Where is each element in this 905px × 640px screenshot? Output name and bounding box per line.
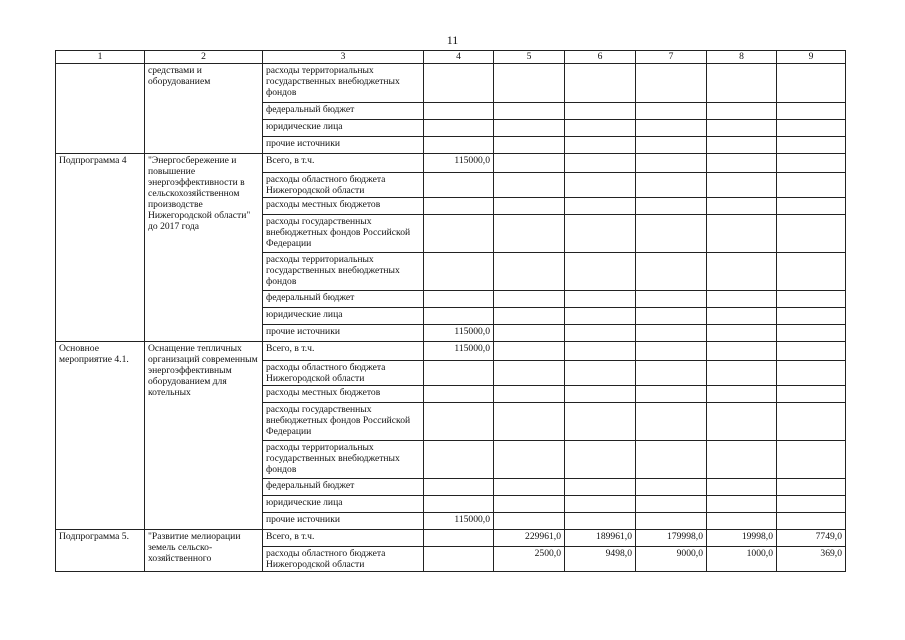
program-name: "Развитие мелиорации земель сельско-хозяйственного [145,530,263,572]
amount-cell-col-5 [494,253,565,291]
amount-cell-col-9 [777,386,846,403]
amount-cell-col-5 [494,403,565,441]
amount-cell-col-9 [777,103,846,120]
amount-cell-col-7 [636,342,707,361]
funding-source: юридические лица [263,120,424,137]
funding-source: расходы территориальных государственных внебюджетных фондов [263,253,424,291]
amount-cell-col-5 [494,308,565,325]
amount-cell-col-6 [565,154,636,173]
amount-cell-col-9: 7749,0 [777,530,846,547]
amount-cell-col-4 [424,479,494,496]
amount-cell-col-6 [565,403,636,441]
amount-cell-col-5 [494,291,565,308]
column-header-5: 5 [494,51,565,64]
amount-cell-col-5 [494,198,565,215]
funding-source: расходы местных бюджетов [263,198,424,215]
amount-cell-col-5 [494,441,565,479]
amount-cell-col-8 [707,198,777,215]
amount-cell-col-8: 19998,0 [707,530,777,547]
amount-cell-col-7 [636,496,707,513]
amount-cell-col-6 [565,513,636,530]
amount-cell-col-5 [494,479,565,496]
column-header-4: 4 [424,51,494,64]
column-header-8: 8 [707,51,777,64]
amount-cell-col-4 [424,441,494,479]
amount-cell-col-8: 1000,0 [707,547,777,572]
amount-cell-col-7 [636,154,707,173]
amount-cell-col-4 [424,308,494,325]
amount-cell-col-5 [494,103,565,120]
amount-cell-col-7 [636,198,707,215]
amount-cell-col-4 [424,103,494,120]
amount-cell-col-8 [707,103,777,120]
funding-source: расходы государственных внебюджетных фондов Российской Федерации [263,215,424,253]
amount-cell-col-4 [424,496,494,513]
amount-cell-col-6 [565,325,636,342]
amount-cell-col-5 [494,64,565,103]
amount-cell-col-6 [565,198,636,215]
amount-cell-col-4 [424,173,494,198]
amount-cell-col-6: 9498,0 [565,547,636,572]
funding-source: расходы местных бюджетов [263,386,424,403]
funding-source: расходы областного бюджета Нижегородской области [263,361,424,386]
amount-cell-col-4 [424,386,494,403]
funding-source: расходы территориальных государственных внебюджетных фондов [263,64,424,103]
amount-cell-col-8 [707,120,777,137]
amount-cell-col-6 [565,120,636,137]
amount-cell-col-8 [707,137,777,154]
amount-cell-col-6 [565,215,636,253]
table-row [56,64,846,103]
amount-cell-col-9 [777,513,846,530]
amount-cell-col-8 [707,342,777,361]
amount-cell-col-8 [707,496,777,513]
table-row [56,154,846,173]
amount-cell-col-7 [636,137,707,154]
amount-cell-col-9 [777,120,846,137]
amount-cell-col-9: 369,0 [777,547,846,572]
amount-cell-col-9 [777,198,846,215]
amount-cell-col-9 [777,342,846,361]
amount-cell-col-6 [565,253,636,291]
amount-cell-col-9 [777,64,846,103]
amount-cell-col-5 [494,173,565,198]
amount-cell-col-9 [777,154,846,173]
column-header-7: 7 [636,51,707,64]
amount-cell-col-7 [636,361,707,386]
amount-cell-col-5 [494,361,565,386]
program-name: средствами и оборудованием [145,64,263,154]
amount-cell-col-7 [636,253,707,291]
funding-source: прочие источники [263,325,424,342]
amount-cell-col-7 [636,64,707,103]
amount-cell-col-4 [424,403,494,441]
amount-cell-col-8 [707,64,777,103]
table-row [56,530,846,547]
amount-cell-col-7 [636,403,707,441]
amount-cell-col-8 [707,441,777,479]
amount-cell-col-4 [424,137,494,154]
amount-cell-col-9 [777,308,846,325]
amount-cell-col-7 [636,308,707,325]
amount-cell-col-6 [565,137,636,154]
funding-source: расходы областного бюджета Нижегородской области [263,173,424,198]
amount-cell-col-8 [707,253,777,291]
amount-cell-col-9 [777,479,846,496]
program-name: Оснащение тепличных организаций современным энергоэффективным оборудованием для котельных [145,342,263,530]
amount-cell-col-8 [707,308,777,325]
amount-cell-col-6 [565,291,636,308]
amount-cell-col-8 [707,479,777,496]
amount-cell-col-5 [494,386,565,403]
funding-source: расходы территориальных государственных внебюджетных фондов [263,441,424,479]
amount-cell-col-7 [636,441,707,479]
amount-cell-col-6: 189961,0 [565,530,636,547]
amount-cell-col-6 [565,103,636,120]
amount-cell-col-9 [777,361,846,386]
funding-source: Всего, в т.ч. [263,154,424,173]
amount-cell-col-5 [494,342,565,361]
program-code: Подпрограмма 4 [56,154,145,342]
amount-cell-col-5: 229961,0 [494,530,565,547]
amount-cell-col-4 [424,291,494,308]
amount-cell-col-4 [424,64,494,103]
amount-cell-col-9 [777,215,846,253]
amount-cell-col-7 [636,103,707,120]
amount-cell-col-8 [707,291,777,308]
amount-cell-col-7 [636,215,707,253]
amount-cell-col-9 [777,403,846,441]
amount-cell-col-5 [494,154,565,173]
amount-cell-col-8 [707,215,777,253]
amount-cell-col-9 [777,253,846,291]
amount-cell-col-4 [424,215,494,253]
amount-cell-col-8 [707,513,777,530]
amount-cell-col-5 [494,513,565,530]
column-header-3: 3 [263,51,424,64]
amount-cell-col-5 [494,215,565,253]
amount-cell-col-9 [777,325,846,342]
amount-cell-col-4 [424,530,494,547]
column-header-6: 6 [565,51,636,64]
amount-cell-col-7 [636,325,707,342]
amount-cell-col-8 [707,173,777,198]
amount-cell-col-7 [636,386,707,403]
amount-cell-col-6 [565,386,636,403]
amount-cell-col-8 [707,325,777,342]
amount-cell-col-7 [636,291,707,308]
program-code: Подпрограмма 5. [56,530,145,572]
program-name: "Энергосбережение и повышение энергоэффективности в сельскохозяйственном производстве Нижегородской области" до 2017 года [145,154,263,342]
funding-source: федеральный бюджет [263,103,424,120]
amount-cell-col-5: 2500,0 [494,547,565,572]
table-row [56,342,846,361]
amount-cell-col-8 [707,154,777,173]
funding-source: федеральный бюджет [263,479,424,496]
amount-cell-col-6 [565,64,636,103]
amount-cell-col-6 [565,496,636,513]
amount-cell-col-8 [707,403,777,441]
program-code: Основное мероприятие 4.1. [56,342,145,530]
funding-source: юридические лица [263,308,424,325]
amount-cell-col-4: 115000,0 [424,513,494,530]
amount-cell-col-7: 179998,0 [636,530,707,547]
amount-cell-col-8 [707,361,777,386]
program-code [56,64,145,154]
funding-source: расходы областного бюджета Нижегородской области [263,547,424,572]
amount-cell-col-9 [777,291,846,308]
funding-source: Всего, в т.ч. [263,342,424,361]
amount-cell-col-5 [494,496,565,513]
page-number: 11 [446,33,459,47]
amount-cell-col-9 [777,137,846,154]
funding-source: юридические лица [263,496,424,513]
amount-cell-col-4: 115000,0 [424,342,494,361]
funding-source: прочие источники [263,513,424,530]
amount-cell-col-6 [565,361,636,386]
amount-cell-col-7: 9000,0 [636,547,707,572]
amount-cell-col-7 [636,120,707,137]
amount-cell-col-9 [777,173,846,198]
amount-cell-col-6 [565,308,636,325]
funding-source: расходы государственных внебюджетных фондов Российской Федерации [263,403,424,441]
amount-cell-col-7 [636,513,707,530]
amount-cell-col-5 [494,120,565,137]
amount-cell-col-8 [707,386,777,403]
amount-cell-col-5 [494,325,565,342]
amount-cell-col-4 [424,253,494,291]
funding-source: Всего, в т.ч. [263,530,424,547]
amount-cell-col-9 [777,441,846,479]
amount-cell-col-4 [424,198,494,215]
amount-cell-col-6 [565,441,636,479]
budget-table [55,50,846,572]
column-header-2: 2 [145,51,263,64]
amount-cell-col-9 [777,496,846,513]
amount-cell-col-4: 115000,0 [424,325,494,342]
funding-source: федеральный бюджет [263,291,424,308]
amount-cell-col-4 [424,361,494,386]
amount-cell-col-6 [565,479,636,496]
amount-cell-col-4: 115000,0 [424,154,494,173]
amount-cell-col-6 [565,173,636,198]
amount-cell-col-6 [565,342,636,361]
amount-cell-col-7 [636,479,707,496]
amount-cell-col-7 [636,173,707,198]
column-header-9: 9 [777,51,846,64]
amount-cell-col-4 [424,547,494,572]
funding-source: прочие источники [263,137,424,154]
column-header-1: 1 [56,51,145,64]
header-row [56,51,846,64]
amount-cell-col-5 [494,137,565,154]
amount-cell-col-4 [424,120,494,137]
